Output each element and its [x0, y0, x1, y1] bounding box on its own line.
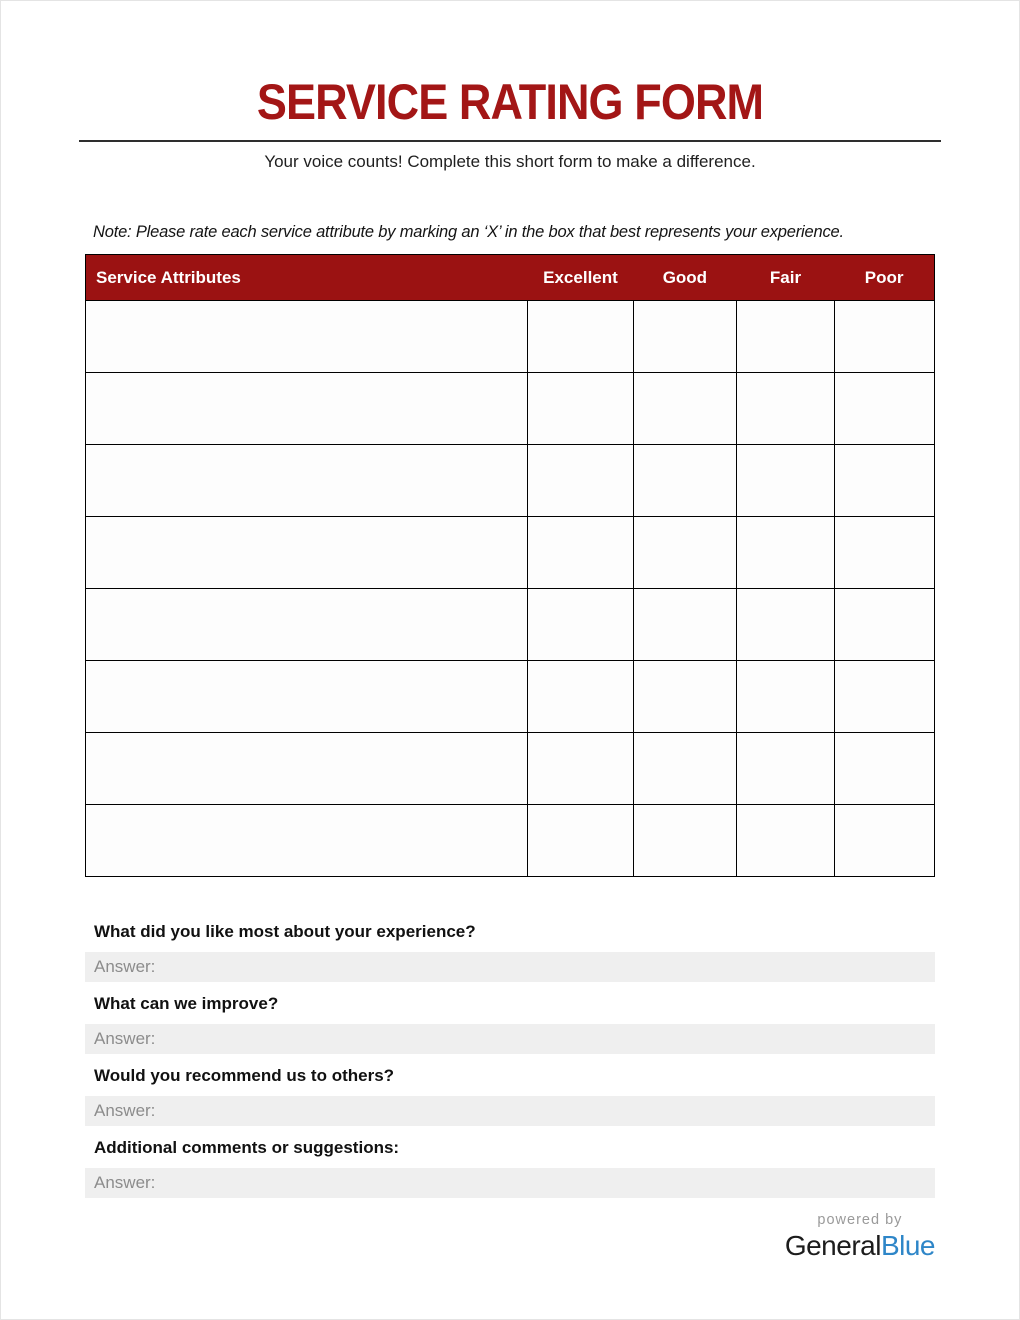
questions-section — [85, 923, 935, 1198]
rating-checkbox-cell[interactable] — [633, 733, 737, 805]
question-label-experience: What did you like most about your experience? — [94, 922, 476, 941]
rating-checkbox-cell[interactable] — [633, 301, 737, 373]
rating-table — [85, 254, 935, 877]
rating-checkbox-cell[interactable] — [528, 733, 633, 805]
rating-checkbox-cell[interactable] — [834, 517, 934, 589]
answer-placeholder: Answer: — [94, 1101, 156, 1120]
table-row — [86, 589, 935, 661]
column-header-good: Good — [633, 255, 737, 301]
rating-checkbox-cell[interactable] — [633, 445, 737, 517]
column-header-poor: Poor — [834, 255, 934, 301]
rating-checkbox-cell[interactable] — [737, 733, 835, 805]
rating-checkbox-cell[interactable] — [528, 661, 633, 733]
table-row — [86, 661, 935, 733]
answer-field-comments[interactable] — [85, 1168, 935, 1198]
answer-placeholder: Answer: — [94, 1173, 156, 1192]
brand-blue: Blue — [880, 1230, 935, 1261]
attribute-cell[interactable] — [86, 589, 528, 661]
rating-checkbox-cell[interactable] — [737, 301, 835, 373]
attribute-cell[interactable] — [86, 661, 528, 733]
attribute-cell[interactable] — [86, 373, 528, 445]
page-title: SERVICE RATING FORM — [256, 74, 764, 130]
title-divider — [79, 140, 941, 142]
rating-checkbox-cell[interactable] — [737, 589, 835, 661]
rating-checkbox-cell[interactable] — [834, 805, 934, 877]
rating-checkbox-cell[interactable] — [528, 517, 633, 589]
rating-checkbox-cell[interactable] — [528, 445, 633, 517]
rating-checkbox-cell[interactable] — [834, 733, 934, 805]
attribute-cell[interactable] — [86, 301, 528, 373]
question-label-improve: What can we improve? — [94, 994, 279, 1013]
rating-checkbox-cell[interactable] — [528, 373, 633, 445]
attribute-cell[interactable] — [86, 517, 528, 589]
table-row — [86, 517, 935, 589]
rating-checkbox-cell[interactable] — [737, 517, 835, 589]
table-row — [86, 805, 935, 877]
table-row — [86, 445, 935, 517]
question-label-recommend: Would you recommend us to others? — [94, 1066, 395, 1085]
brand-general: General — [784, 1230, 881, 1261]
general-blue-logo — [785, 1230, 935, 1262]
answer-field-improve[interactable] — [85, 1024, 935, 1054]
powered-by-text: powered by — [817, 1212, 903, 1228]
rating-checkbox-cell[interactable] — [834, 301, 934, 373]
rating-checkbox-cell[interactable] — [834, 373, 934, 445]
attribute-cell[interactable] — [86, 733, 528, 805]
rating-checkbox-cell[interactable] — [737, 805, 835, 877]
answer-placeholder: Answer: — [94, 1029, 156, 1048]
rating-table-body — [86, 301, 935, 877]
rating-checkbox-cell[interactable] — [834, 661, 934, 733]
instruction-note: Note: Please rate each service attribute by marking an ‘X’ in the box that best represents your experience. — [93, 223, 844, 241]
rating-checkbox-cell[interactable] — [528, 301, 633, 373]
rating-checkbox-cell[interactable] — [633, 805, 737, 877]
rating-checkbox-cell[interactable] — [737, 661, 835, 733]
column-header-service-attributes: Service Attributes — [86, 255, 528, 301]
rating-checkbox-cell[interactable] — [633, 517, 737, 589]
page-subtitle: Your voice counts! Complete this short form to make a difference. — [264, 152, 756, 171]
answer-placeholder: Answer: — [94, 957, 156, 976]
rating-checkbox-cell[interactable] — [633, 589, 737, 661]
rating-checkbox-cell[interactable] — [528, 805, 633, 877]
brand-footer — [785, 1212, 935, 1262]
answer-field-experience[interactable] — [85, 952, 935, 982]
attribute-cell[interactable] — [86, 445, 528, 517]
rating-checkbox-cell[interactable] — [528, 589, 633, 661]
answer-field-recommend[interactable] — [85, 1096, 935, 1126]
question-label-comments: Additional comments or suggestions: — [94, 1138, 400, 1157]
rating-checkbox-cell[interactable] — [737, 445, 835, 517]
rating-checkbox-cell[interactable] — [834, 445, 934, 517]
table-row — [86, 301, 935, 373]
rating-checkbox-cell[interactable] — [633, 373, 737, 445]
rating-checkbox-cell[interactable] — [834, 589, 934, 661]
column-header-excellent: Excellent — [528, 255, 633, 301]
table-header-row — [86, 255, 935, 301]
table-row — [86, 733, 935, 805]
table-row — [86, 373, 935, 445]
rating-checkbox-cell[interactable] — [633, 661, 737, 733]
column-header-fair: Fair — [737, 255, 835, 301]
attribute-cell[interactable] — [86, 805, 528, 877]
rating-checkbox-cell[interactable] — [737, 373, 835, 445]
